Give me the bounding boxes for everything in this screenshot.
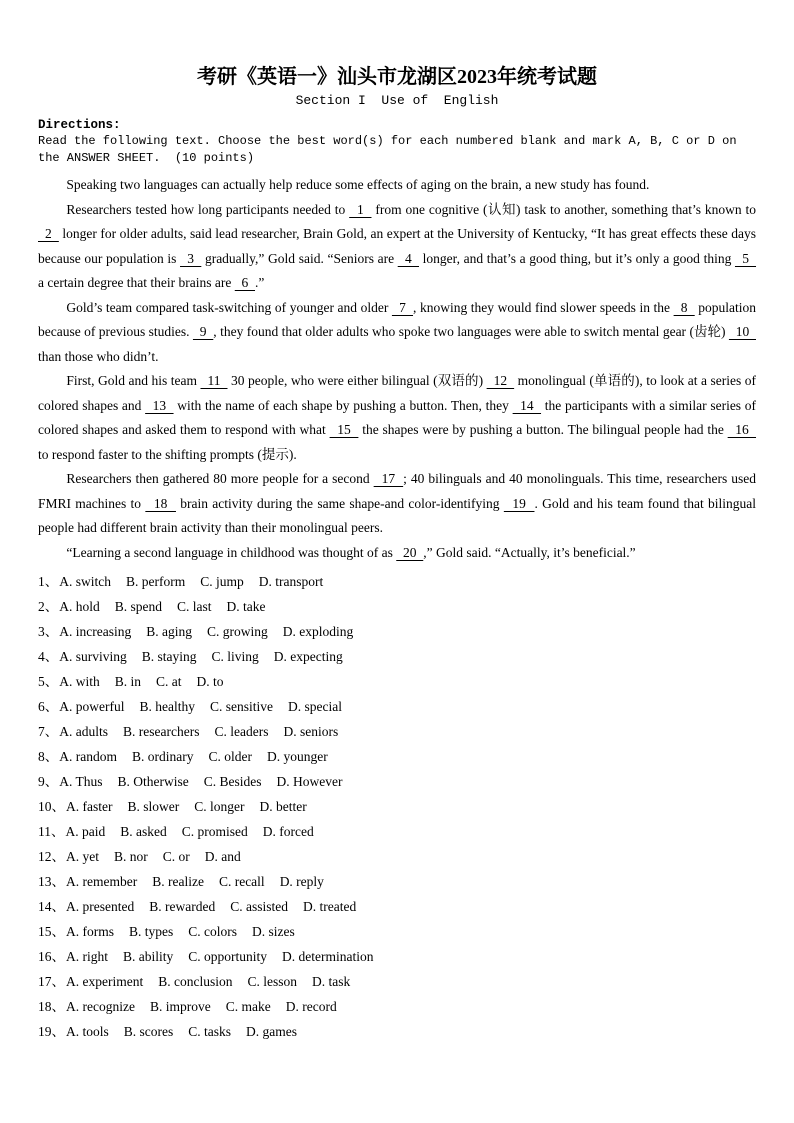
- blank-12: 12: [486, 373, 515, 388]
- option-C: C. sensitive: [209, 699, 273, 714]
- option-B: B. in: [114, 674, 142, 689]
- option-D: D. record: [285, 999, 337, 1014]
- question-number: 6、: [38, 699, 59, 714]
- option-C: C. last: [177, 599, 212, 614]
- option-A: A. right: [66, 949, 108, 964]
- blank-19: 19: [503, 495, 535, 511]
- option-B: B. realize: [152, 874, 204, 889]
- option-A: A. remember: [66, 874, 138, 889]
- option-D: D. sizes: [252, 924, 295, 939]
- option-D: D. determination: [282, 949, 374, 964]
- option-D: D. and: [204, 849, 241, 864]
- blank-1: 1: [349, 201, 372, 217]
- option-A: A. yet: [66, 849, 99, 864]
- blank-20: 20: [396, 544, 424, 560]
- question-row: [38, 719, 756, 744]
- question-number: 9、: [38, 774, 59, 789]
- option-A: A. presented: [66, 899, 135, 914]
- option-D: D. games: [246, 1024, 298, 1039]
- blank-9: 9: [192, 324, 214, 339]
- option-B: B. conclusion: [158, 974, 233, 989]
- option-A: A. Thus: [59, 774, 103, 789]
- page-title: 考研《英语一》汕头市龙湖区2023年统考试题: [197, 66, 597, 88]
- option-D: D. seniors: [283, 724, 339, 739]
- option-D: D. younger: [267, 749, 328, 764]
- option-C: C. living: [211, 649, 259, 664]
- option-B: B. spend: [114, 599, 162, 614]
- question-row: [38, 569, 756, 594]
- question-row: [38, 994, 756, 1019]
- passage-paragraph: First, Gold and his team 11 30 people, who were either bilingual (双语的) 12 monolingual (单语的), to look at a series of colored shapes and 13 with the name of each shape by pushing a button. Then, they 14 the participants with a similar series of colored shapes and asked them to respond with what 15 the shapes were by pushing a button. The bilingual people had the 16 to respond faster to the shifting prompts (提示).: [38, 373, 757, 462]
- question-number: 16、: [38, 949, 65, 964]
- option-D: D. expecting: [273, 649, 343, 664]
- option-C: C. longer: [194, 799, 245, 814]
- option-A: A. recognize: [66, 999, 135, 1014]
- question-row: [38, 644, 756, 669]
- question-number: 3、: [38, 624, 59, 639]
- option-B: B. healthy: [139, 699, 195, 714]
- option-A: A. surviving: [59, 649, 127, 664]
- question-row: [38, 694, 756, 719]
- question-row: [38, 669, 756, 694]
- option-C: C. or: [162, 849, 190, 864]
- option-D: D. forced: [262, 824, 314, 839]
- section-heading: Section I Use of English: [295, 93, 499, 108]
- question-row: [38, 619, 756, 644]
- question-row: [38, 744, 756, 769]
- blank-16: 16: [727, 422, 757, 437]
- directions-label: Directions:: [38, 118, 121, 132]
- option-B: B. researchers: [123, 724, 200, 739]
- question-row: [38, 919, 756, 944]
- option-C: C. jump: [200, 574, 244, 589]
- option-A: A. increasing: [59, 624, 132, 639]
- question-number: 14、: [38, 899, 65, 914]
- option-C: C. recall: [218, 874, 265, 889]
- option-C: C. opportunity: [188, 949, 268, 964]
- blank-8: 8: [673, 299, 695, 315]
- option-D: D. exploding: [282, 624, 354, 639]
- option-D: D. special: [287, 699, 342, 714]
- blank-6: 6: [234, 275, 256, 290]
- option-A: A. powerful: [59, 699, 125, 714]
- option-C: C. colors: [188, 924, 238, 939]
- blank-14: 14: [512, 397, 542, 413]
- option-B: B. nor: [114, 849, 148, 864]
- option-A: A. random: [59, 749, 117, 764]
- passage-paragraph: Researchers tested how long participants needed to 1 from one cognitive (认知) task to another, something that’s known to 2 longer for older adults, said lead researcher, Brain Gold, an expert at the University of Kentucky, “It has great effects these days because our population is 3 gradually,” Gold said. “Seniors are 4 longer, and that’s a good thing, but it’s only a good thing 5 a certain degree that their brains are 6 .”: [38, 201, 757, 290]
- blank-4: 4: [397, 250, 419, 266]
- blank-5: 5: [734, 250, 757, 266]
- option-B: B. asked: [120, 824, 167, 839]
- question-number: 7、: [38, 724, 59, 739]
- blank-13: 13: [145, 397, 174, 413]
- question-row: [38, 594, 756, 619]
- option-C: C. tasks: [188, 1024, 232, 1039]
- blank-10: 10: [728, 324, 756, 339]
- question-row: [38, 969, 756, 994]
- option-D: D. treated: [302, 899, 357, 914]
- option-B: B. aging: [146, 624, 192, 639]
- blank-11: 11: [200, 373, 228, 388]
- question-number: 10、: [38, 799, 65, 814]
- option-C: C. growing: [206, 624, 268, 639]
- option-C: C. lesson: [247, 974, 297, 989]
- option-D: D. to: [196, 674, 224, 689]
- option-A: A. forms: [66, 924, 114, 939]
- option-D: D. take: [226, 599, 266, 614]
- option-C: C. Besides: [203, 774, 262, 789]
- question-number: 8、: [38, 749, 59, 764]
- option-D: D. better: [259, 799, 307, 814]
- blank-3: 3: [180, 250, 202, 266]
- directions-text: Read the following text. Choose the best word(s) for each numbered blank and mark A, B, C or D on the ANSWER SHEET. (10 points): [38, 134, 744, 165]
- question-row: [38, 794, 756, 819]
- option-C: C. at: [156, 674, 182, 689]
- option-C: C. leaders: [214, 724, 269, 739]
- option-A: A. adults: [59, 724, 108, 739]
- option-C: C. make: [225, 999, 271, 1014]
- question-number: 17、: [38, 974, 65, 989]
- question-row: [38, 869, 756, 894]
- question-row: [38, 844, 756, 869]
- option-B: B. ability: [123, 949, 174, 964]
- option-A: A. paid: [65, 824, 106, 839]
- option-D: D. transport: [258, 574, 324, 589]
- question-number: 5、: [38, 674, 59, 689]
- question-row: [38, 769, 756, 794]
- option-D: D. However: [276, 774, 343, 789]
- option-A: A. faster: [66, 799, 113, 814]
- passage-paragraph: “Learning a second language in childhood was thought of as 20 ,” Gold said. “Actually, it’s beneficial.”: [66, 544, 636, 560]
- option-B: B. ordinary: [132, 749, 194, 764]
- option-C: C. promised: [181, 824, 248, 839]
- passage-paragraph: Researchers then gathered 80 more people for a second 17 ; 40 bilinguals and 40 monolinguals. This time, researchers used FMRI machines to 18 brain activity during the same shape-and color-identifying 19 . Gold and his team found that bilingual people had different brain activity than their monolingual peers.: [38, 471, 757, 535]
- question-number: 13、: [38, 874, 65, 889]
- option-C: C. assisted: [230, 899, 288, 914]
- option-B: B. perform: [126, 574, 186, 589]
- option-D: D. reply: [279, 874, 324, 889]
- option-B: B. Otherwise: [117, 774, 189, 789]
- blank-17: 17: [373, 471, 404, 486]
- passage: [38, 173, 756, 565]
- question-number: 4、: [38, 649, 59, 664]
- question-row: [38, 944, 756, 969]
- question-number: 15、: [38, 924, 65, 939]
- option-A: A. with: [59, 674, 100, 689]
- blank-15: 15: [329, 422, 359, 437]
- option-B: B. staying: [141, 649, 197, 664]
- option-D: D. task: [312, 974, 351, 989]
- blank-2: 2: [38, 226, 59, 241]
- question-number: 12、: [38, 849, 65, 864]
- blank-18: 18: [145, 495, 176, 511]
- option-A: A. tools: [66, 1024, 109, 1039]
- option-B: B. scores: [123, 1024, 174, 1039]
- question-row: [38, 1019, 756, 1044]
- option-C: C. older: [208, 749, 252, 764]
- option-B: B. slower: [127, 799, 180, 814]
- passage-paragraph: Gold’s team compared task-switching of younger and older 7 , knowing they would find slower speeds in the 8 population because of previous studies. 9 , they found that older adults who spoke two languages were able to switch mental gear (齿轮) 10 than those who didn’t.: [38, 299, 757, 364]
- question-number: 19、: [38, 1024, 65, 1039]
- question-number: 2、: [38, 599, 59, 614]
- option-A: A. hold: [59, 599, 100, 614]
- options-list: [38, 569, 756, 1044]
- option-B: B. rewarded: [149, 899, 216, 914]
- option-B: B. types: [129, 924, 174, 939]
- option-A: A. experiment: [66, 974, 144, 989]
- question-row: [38, 894, 756, 919]
- question-number: 1、: [38, 574, 59, 589]
- question-number: 18、: [38, 999, 65, 1014]
- blank-7: 7: [391, 299, 414, 315]
- option-A: A. switch: [59, 574, 111, 589]
- option-B: B. improve: [149, 999, 211, 1014]
- question-number: 11、: [38, 824, 65, 839]
- passage-paragraph: Speaking two languages can actually help reduce some effects of aging on the brain, a new study has found.: [66, 177, 650, 192]
- question-row: [38, 819, 756, 844]
